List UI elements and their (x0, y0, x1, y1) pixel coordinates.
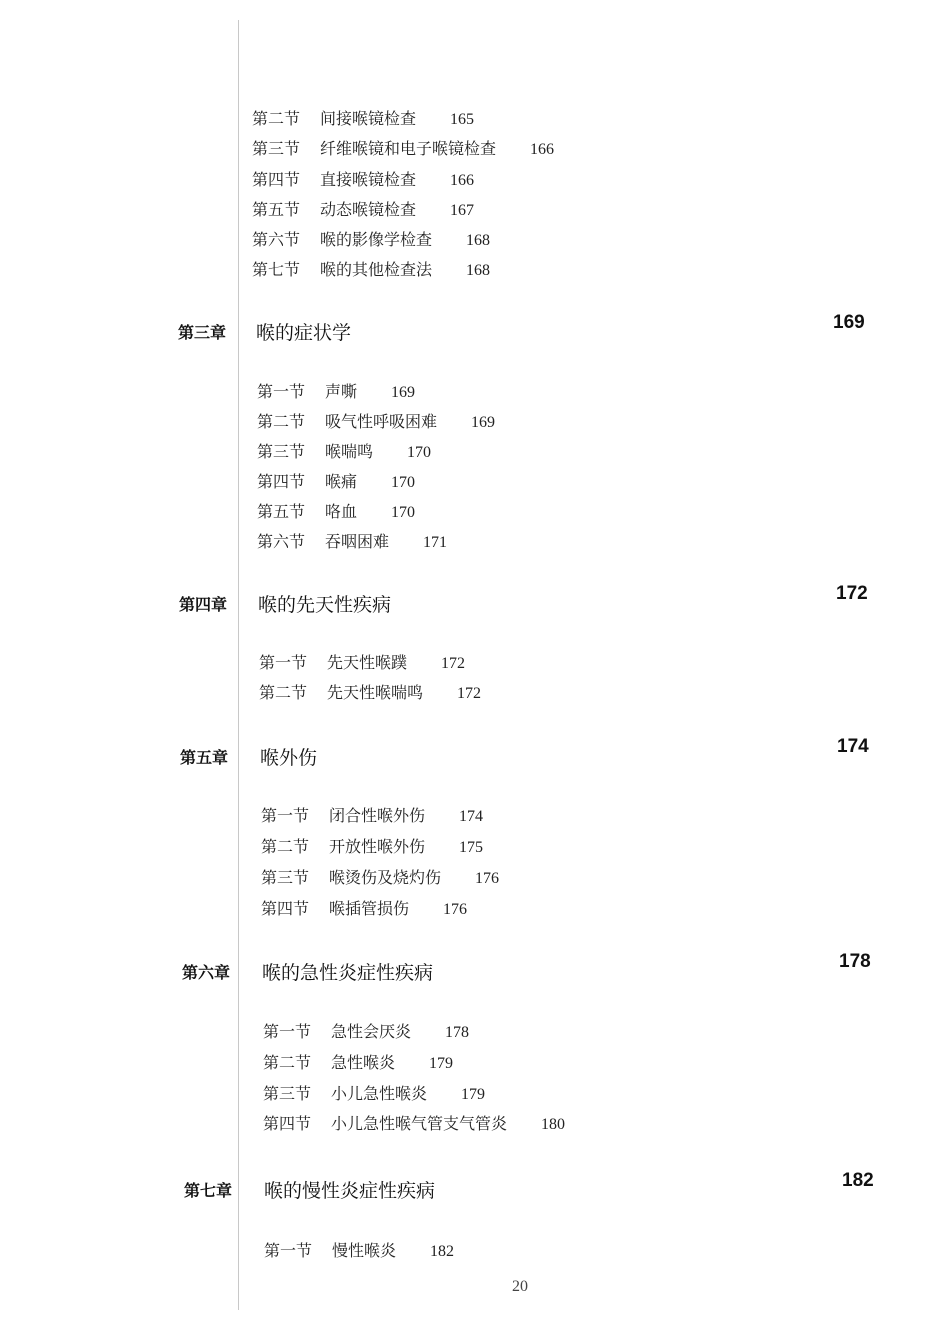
chapter-page: 169 (833, 312, 865, 333)
chapter-title[interactable]: 喉的慢性炎症性疾病 (264, 1180, 436, 1202)
toc-section-entry[interactable] (261, 834, 483, 857)
section-title: 闭合性喉外伤 (329, 806, 426, 825)
section-number: 第三节 (252, 139, 301, 158)
section-title: 小儿急性喉炎 (331, 1084, 428, 1103)
section-title: 先天性喉蹼 (327, 653, 408, 672)
section-page: 178 (445, 1024, 470, 1041)
chapter-label: 第五章 (180, 748, 229, 767)
section-page: 166 (530, 141, 555, 158)
section-page: 171 (423, 534, 448, 551)
section-number: 第三节 (263, 1084, 312, 1103)
chapter-page: 178 (839, 951, 871, 972)
section-number: 第一节 (259, 653, 308, 672)
section-page: 170 (407, 444, 432, 461)
toc-section-entry[interactable] (263, 1050, 453, 1073)
section-number: 第一节 (263, 1022, 312, 1041)
section-title: 先天性喉喘鸣 (327, 683, 424, 702)
toc-section-entry[interactable] (264, 1238, 454, 1261)
chapter-label: 第三章 (178, 323, 227, 342)
section-page: 176 (443, 901, 468, 918)
section-title: 动态喉镜检查 (320, 200, 417, 219)
section-page: 176 (475, 870, 500, 887)
chapter-page: 182 (842, 1170, 874, 1191)
toc-section-entry[interactable] (252, 106, 474, 129)
section-number: 第四节 (263, 1114, 312, 1133)
toc-section-entry[interactable] (252, 257, 490, 280)
section-title: 直接喉镜检查 (320, 170, 417, 189)
section-title: 喉喘鸣 (325, 442, 374, 461)
section-page: 172 (441, 655, 466, 672)
toc-section-entry[interactable] (257, 529, 447, 552)
section-title: 吸气性呼吸困难 (325, 412, 438, 431)
section-title: 吞咽困难 (325, 532, 390, 551)
section-page: 174 (459, 808, 484, 825)
section-title: 急性会厌炎 (331, 1022, 412, 1041)
toc-section-entry[interactable] (257, 499, 415, 522)
section-title: 间接喉镜检查 (320, 109, 417, 128)
section-page: 182 (430, 1243, 455, 1260)
toc-section-entry[interactable] (261, 803, 483, 826)
section-number: 第三节 (257, 442, 306, 461)
chapter-title[interactable]: 喉的症状学 (256, 322, 352, 344)
toc-section-entry[interactable] (257, 379, 415, 402)
chapter-label: 第四章 (179, 595, 228, 614)
section-number: 第五节 (257, 502, 306, 521)
section-number: 第六节 (257, 532, 306, 551)
section-page: 180 (541, 1116, 566, 1133)
section-number: 第六节 (252, 230, 301, 249)
section-number: 第四节 (261, 899, 310, 918)
section-title: 声嘶 (325, 382, 358, 401)
section-title: 喉的影像学检查 (320, 230, 433, 249)
section-page: 179 (461, 1086, 486, 1103)
section-title: 小儿急性喉气管支气管炎 (331, 1114, 508, 1133)
section-page: 179 (429, 1055, 454, 1072)
page-number: 20 (512, 1278, 528, 1295)
section-number: 第三节 (261, 868, 310, 887)
toc-section-entry[interactable] (252, 197, 474, 220)
section-number: 第二节 (259, 683, 308, 702)
section-number: 第一节 (257, 382, 306, 401)
section-title: 喉的其他检查法 (320, 260, 433, 279)
toc-section-entry[interactable] (252, 227, 490, 250)
section-title: 喉烫伤及烧灼伤 (329, 868, 442, 887)
section-page: 170 (391, 474, 416, 491)
section-number: 第一节 (264, 1241, 313, 1260)
section-number: 第二节 (257, 412, 306, 431)
section-number: 第四节 (257, 472, 306, 491)
toc-section-entry[interactable] (263, 1111, 565, 1134)
section-title: 咯血 (325, 502, 358, 521)
chapter-label: 第六章 (182, 963, 231, 982)
section-page: 169 (471, 414, 496, 431)
chapter-label: 第七章 (184, 1181, 233, 1200)
section-title: 开放性喉外伤 (329, 837, 426, 856)
toc-section-entry[interactable] (263, 1019, 469, 1042)
toc-section-entry[interactable] (257, 469, 415, 492)
section-page: 166 (450, 172, 475, 189)
section-title: 喉插管损伤 (329, 899, 410, 918)
chapter-title[interactable]: 喉外伤 (260, 747, 318, 769)
chapter-title[interactable]: 喉的急性炎症性疾病 (262, 962, 434, 984)
section-page: 172 (457, 685, 482, 702)
toc-section-entry[interactable] (257, 439, 431, 462)
section-number: 第二节 (263, 1053, 312, 1072)
toc-section-entry[interactable] (257, 409, 495, 432)
section-number: 第一节 (261, 806, 310, 825)
chapter-page: 172 (836, 583, 868, 604)
section-title: 纤维喉镜和电子喉镜检查 (320, 139, 497, 158)
section-number: 第二节 (252, 109, 301, 128)
section-page: 175 (459, 839, 484, 856)
toc-section-entry[interactable] (261, 865, 499, 888)
section-title: 急性喉炎 (331, 1053, 396, 1072)
toc-section-entry[interactable] (259, 680, 481, 703)
section-number: 第五节 (252, 200, 301, 219)
section-page: 169 (391, 384, 416, 401)
section-page: 168 (466, 232, 491, 249)
section-number: 第二节 (261, 837, 310, 856)
section-title: 喉痛 (325, 472, 358, 491)
section-number: 第七节 (252, 260, 301, 279)
toc-section-entry[interactable] (252, 167, 474, 190)
section-page: 165 (450, 111, 475, 128)
chapter-page: 174 (837, 736, 869, 757)
section-page: 170 (391, 504, 416, 521)
section-title: 慢性喉炎 (332, 1241, 397, 1260)
margin-rule (238, 20, 239, 1310)
section-number: 第四节 (252, 170, 301, 189)
toc-section-entry[interactable] (252, 136, 554, 159)
toc-section-entry[interactable] (261, 896, 467, 919)
chapter-title[interactable]: 喉的先天性疾病 (258, 594, 392, 616)
section-page: 167 (450, 202, 475, 219)
toc-section-entry[interactable] (263, 1081, 485, 1104)
section-page: 168 (466, 262, 491, 279)
toc-section-entry[interactable] (259, 650, 465, 673)
